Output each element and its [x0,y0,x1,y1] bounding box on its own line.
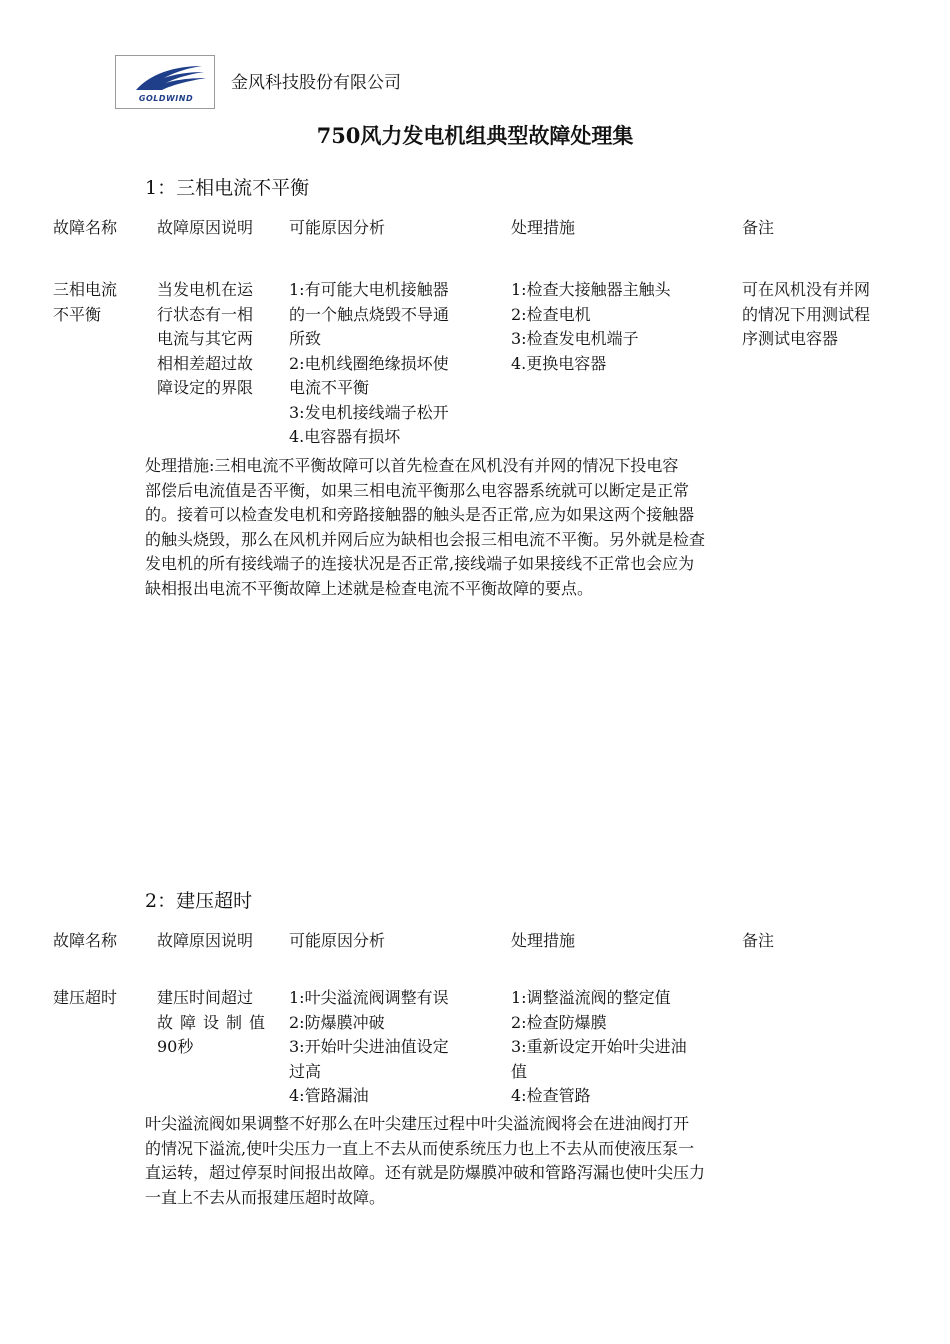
fault-reason-cell: 当发电机在运 行状态有一相 电流与其它两 相相差超过故 障设定的界限 [157,280,254,397]
col-header-cause-analysis: 可能原因分析 [289,218,386,237]
cause-analysis-cell: 1:叶尖溢流阀调整有误 2:防爆膜冲破 3:开始叶尖进油值设定 过高 4:管路漏油 [289,988,449,1105]
col-header-fault-name: 故障名称 [53,931,118,950]
col-header-fault-name: 故障名称 [53,218,118,237]
company-logo [115,55,215,109]
cause-analysis-cell: 1:有可能大电机接触器 的一个触点烧毁不导通 所致 2:电机线圈绝缘损坏使 电流不平衡 3:发电机接线端子松开 4.电容器有损坏 [289,280,450,446]
measures-cell: 1:检查大接触器主触头 2:检查电机 3:检查发电机端子 4.更换电容器 [511,280,671,373]
logo-wordmark: GOLDWIND [138,94,194,103]
section-2-paragraph: 叶尖溢流阀如果调整不好那么在叶尖建压过程中叶尖溢流阀将会在进油阀打开 的情况下溢流,使叶尖压力一直上不去从而使系统压力也上不去从而使液压泵一 直运转，超过停泵时间报出故障。还有就是防爆膜冲破和管路泻漏也使叶尖压力 一直上不去从而报建压超时故障。 [145,1114,706,1207]
fault-name-cell: 建压超时 [53,988,118,1007]
measures-cell: 1:调整溢流阀的整定值 2:检查防爆膜 3:重新设定开始叶尖进油 值 4:检查管路 [511,988,687,1105]
remarks-cell: 可在风机没有并网 的情况下用测试程 序测试电容器 [742,280,871,348]
fault-reason-cell: 建压时间超过 故障设制值 90秒 [157,988,273,1056]
document-title: 750风力发电机组典型故障处理集 [316,123,634,148]
fault-name-cell: 三相电流 不平衡 [53,280,118,324]
company-name: 金风科技股份有限公司 [231,73,401,93]
col-header-measures: 处理措施 [511,218,576,237]
col-header-fault-reason: 故障原因说明 [157,218,254,237]
col-header-remarks: 备注 [742,931,775,950]
section-2-title: 2：建压超时 [145,890,253,912]
col-header-cause-analysis: 可能原因分析 [289,931,386,950]
col-header-measures: 处理措施 [511,931,576,950]
goldwind-swoosh-icon [122,60,210,94]
col-header-fault-reason: 故障原因说明 [157,931,254,950]
section-1-title: 1：三相电流不平衡 [145,177,310,199]
col-header-remarks: 备注 [742,218,775,237]
section-1-paragraph: 处理措施:三相电流不平衡故障可以首先检查在风机没有并网的情况下投电容 部偿后电流值是否平衡，如果三相电流平衡那么电容器系统就可以断定是正常 的。接着可以检查发电机和旁路接触器的触头是否正常,应为如果这两个接触器 的触头烧毁，那么在风机并网后应为缺相也会报三相电流不平衡。另外就是检查 发电机的所有接线端子的连接状况是否正常,接线端子如果接线不正常也会应为 缺相报出电流不平衡故障上述就是检查电流不平衡故障的要点。 [145,456,706,598]
